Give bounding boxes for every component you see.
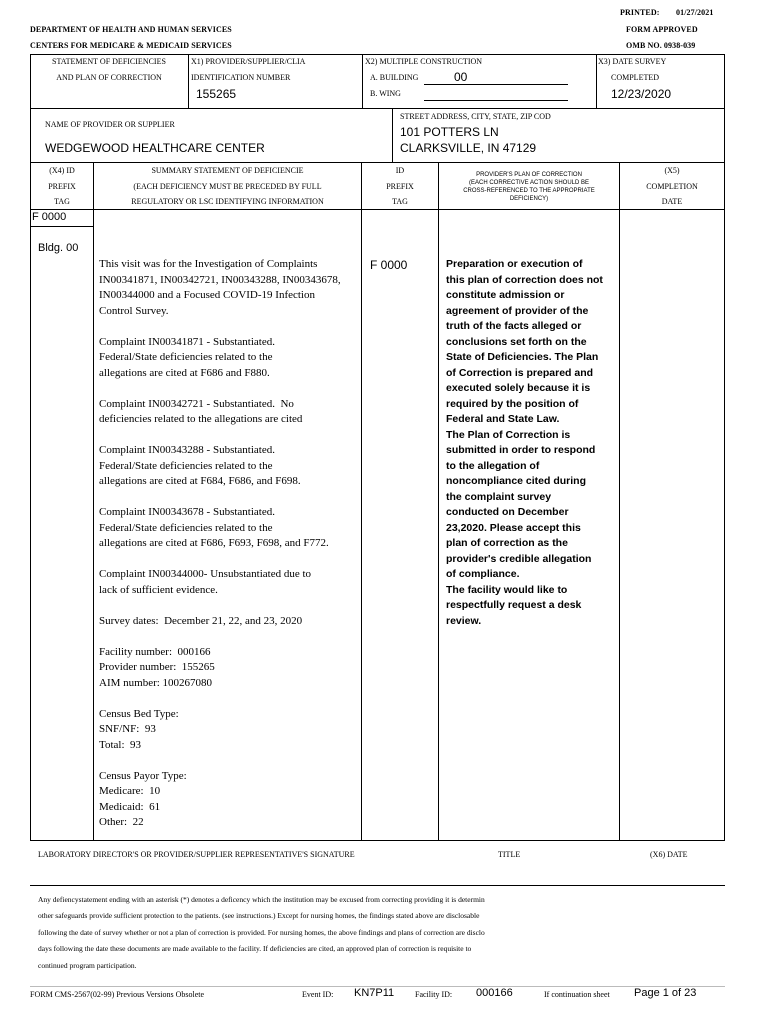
summary-paragraph [99,505,359,552]
x4-tag: TAG [54,197,70,206]
summary-line: Medicare: 10 [99,785,161,797]
wing-label: B. WING [370,89,401,98]
grid-line [392,108,393,162]
plan-line: The facility would like to [446,583,568,596]
disclaimer [38,892,718,974]
plan-of-correction [446,257,618,629]
address-label: STREET ADDRESS, CITY, STATE, ZIP COD [400,112,551,121]
summary-paragraph [99,645,359,692]
summary-line: Census Bed Type: [99,707,179,720]
disclaimer-line: days following the date these documents are made available to the facility. If deficiencies are cited, an approved plan of correction is requisite to [38,944,472,954]
summary-paragraph [99,397,359,428]
plan-line: submitted in order to respond [446,444,596,456]
summary-subheader2: REGULATORY OR LSC IDENTIFYING INFORMATION [131,197,324,206]
summary-paragraph [99,443,359,490]
summary-line: Survey dates: December 21, 22, and 23, 2020 [99,614,303,627]
plan-line: constitute admission or [446,289,565,301]
omb-number: OMB NO. 0938-039 [626,41,696,50]
statement-label: STATEMENT OF DEFICIENCIES [52,57,166,66]
x4-prefix: PREFIX [48,182,76,191]
left-tag: F 0000 [32,211,67,223]
wing-underline [424,100,568,101]
plan-line: 23,2020. Please accept this [446,521,581,534]
tag-underline [30,226,93,227]
facility-id: 000166 [476,987,513,999]
grid-line [361,162,362,840]
summary-line: SNF/NF: 93 [99,723,156,735]
plan-line: truth of the facts alleged or [446,320,582,332]
id-prefix: PREFIX [386,182,414,191]
summary-line: Total: 93 [99,738,142,751]
x2-label: X2) MULTIPLE CONSTRUCTION [365,57,483,66]
summary-paragraph [99,614,359,630]
summary-line: This visit was for the Investigation of Complaints [99,258,318,270]
summary-line: Facility number: 000166 [99,645,211,658]
summary-line: Federal/State deficiencies related to the [99,459,273,472]
summary-line: Complaint IN00343678 - Substantiated. [99,506,275,518]
x1-label: X1) PROVIDER/SUPPLIER/CLIA [191,57,306,66]
plan-subheader: (EACH CORRECTIVE ACTION SHOULD BE [468,180,590,186]
summary-subheader: (EACH DEFICIENCY MUST BE PRECEDED BY FULL [133,182,322,191]
event-label: Event ID: [302,990,334,999]
plan-line: conclusions set forth on the [446,335,587,348]
disclaimer-line: other safeguards provide sufficient protection to the patients. (see instructions.) Except for nursing homes, the findings stated above are disclosable [38,911,480,921]
grid-line [362,54,363,108]
building-label: A. BUILDING [370,73,419,82]
grid-line [30,209,725,210]
address-street: 101 POTTERS LN [400,125,499,139]
centers-name: CENTERS FOR MEDICARE & MEDICAID SERVICES [30,41,232,50]
plan-line: of Correction is prepared and [446,366,594,379]
plan-line: provider's credible allegation [446,552,592,565]
summary-header: SUMMARY STATEMENT OF DEFICIENCIE [151,166,304,175]
event-id: KN7P11 [354,987,395,999]
plan-line: required by the position of [446,397,579,410]
title-label: TITLE [498,850,521,859]
disclaimer-line: continued program participation. [38,960,137,970]
summary-paragraph [99,567,359,598]
summary-line: Complaint IN00341871 - Substantiated. [99,335,275,348]
building-tag: Bldg. 00 [38,242,79,254]
id-header: ID [395,166,405,175]
summary-paragraph [99,335,359,382]
summary-line: allegations are cited at F684, F686, and F698. [99,475,301,487]
grid-line [188,54,189,108]
plan-line: State of Deficiencies. The Plan [446,351,599,363]
x5-date: DATE [661,197,683,206]
plan-line: the complaint survey [446,490,552,503]
plan-subheader3: DEFICIENCY) [509,196,549,202]
grid-line [30,885,725,886]
disclaimer-line: following the date of survey whether or not a plan of correction is provided. For nursing homes, the above findings and plans of correction are disclo [38,927,485,937]
summary-line: Provider number: 155265 [99,661,215,673]
plan-line: of compliance. [446,568,520,580]
plan-label: AND PLAN OF CORRECTION [56,73,162,82]
plan-line: Federal and State Law. [446,413,560,425]
x5-header: (X5) [664,166,680,175]
grid-line [93,162,94,840]
plan-line: Preparation or execution of [446,258,583,270]
summary-line: lack of sufficient evidence. [99,583,218,596]
x5-completion: COMPLETION [646,182,698,191]
summary-paragraph [99,707,359,754]
summary-line: allegations are cited at F686, F693, F698, and F772. [99,537,329,549]
printed-date: 01/27/2021 [676,8,714,17]
form-approved: FORM APPROVED [626,25,698,34]
building-value: 00 [454,70,468,84]
provider-name-label: NAME OF PROVIDER OR SUPPLIER [45,120,175,129]
plan-line: plan of correction as the [446,537,568,549]
page-number: Page 1 of 23 [634,987,697,999]
summary-line: Medicaid: 61 [99,800,161,813]
plan-line: agreement of provider of the [446,304,589,317]
grid-line [30,162,725,163]
plan-line: executed solely because it is [446,382,591,394]
id-tag: TAG [392,197,408,206]
provider-name: WEDGEWOOD HEALTHCARE CENTER [45,141,265,155]
facility-label: Facility ID: [415,990,453,999]
grid-line [596,54,597,108]
summary-line: AIM number: 100267080 [99,676,213,689]
summary-line: Complaint IN00342721 - Substantiated. No [99,397,294,410]
department-name: DEPARTMENT OF HEALTH AND HUMAN SERVICES [30,25,232,34]
plan-subheader2: CROSS-REFERENCED TO THE APPROPRIATE [463,188,595,194]
summary-line: Census Payor Type: [99,769,187,782]
printed-label: PRINTED: [620,8,660,17]
summary-line: Control Survey. [99,304,169,317]
plan-line: noncompliance cited during [446,475,587,487]
summary-line: Federal/State deficiencies related to the [99,521,273,534]
x4-header: (X4) ID [49,166,75,175]
plan-header: PROVIDER'S PLAN OF CORRECTION [476,172,582,178]
summary-paragraph [99,257,359,319]
summary-line: Other: 22 [99,816,144,828]
form-number: FORM CMS-2567(02-99) Previous Versions Obsolete [30,990,205,999]
disclaimer-line: Any defiencystatement ending with an asterisk (*) denotes a deficency which the institution may be excused from correcting providing it is determin [38,895,485,904]
date-completed: 12/23/2020 [611,87,672,101]
summary-line: allegations are cited at F686 and F880. [99,366,270,379]
summary-line: Federal/State deficiencies related to the [99,351,273,363]
summary-line: IN00341871, IN00342721, IN00343288, IN00343678, [99,273,341,286]
right-tag: F 0000 [370,258,408,272]
plan-line: conducted on December [446,506,569,518]
summary-line: Complaint IN00343288 - Substantiated. [99,444,275,456]
summary-paragraph [99,769,359,831]
building-underline [424,84,568,85]
summary-line: deficiencies related to the allegations are cited [99,413,303,425]
address-city: CLARKSVILLE, IN 47129 [400,141,537,155]
signature-label: LABORATORY DIRECTOR'S OR PROVIDER/SUPPLIER REPRESENTATIVE'S SIGNATURE [38,850,355,859]
grid-line [30,108,725,109]
summary-statement [99,257,359,846]
provider-id: 155265 [196,87,237,101]
summary-line: Complaint IN00344000- Unsubstantiated due to [99,568,312,580]
plan-line: this plan of correction does not [446,273,603,286]
continuation-label: If continuation sheet [544,990,610,999]
x3-sublabel: COMPLETED [611,73,659,82]
plan-line: review. [446,614,482,627]
grid-line [619,162,620,840]
grid-line [30,54,725,55]
grid-line [724,54,725,840]
signature-date-label: (X6) DATE [650,850,688,859]
x3-label: X3) DATE SURVEY [598,57,667,66]
plan-line: The Plan of Correction is [446,428,571,441]
plan-line: respectfully request a desk [446,599,582,611]
grid-line [438,162,439,840]
plan-line: to the allegation of [446,459,540,472]
x1-sublabel: IDENTIFICATION NUMBER [191,73,291,82]
summary-line: IN00344000 and a Focused COVID-19 Infection [99,289,315,301]
